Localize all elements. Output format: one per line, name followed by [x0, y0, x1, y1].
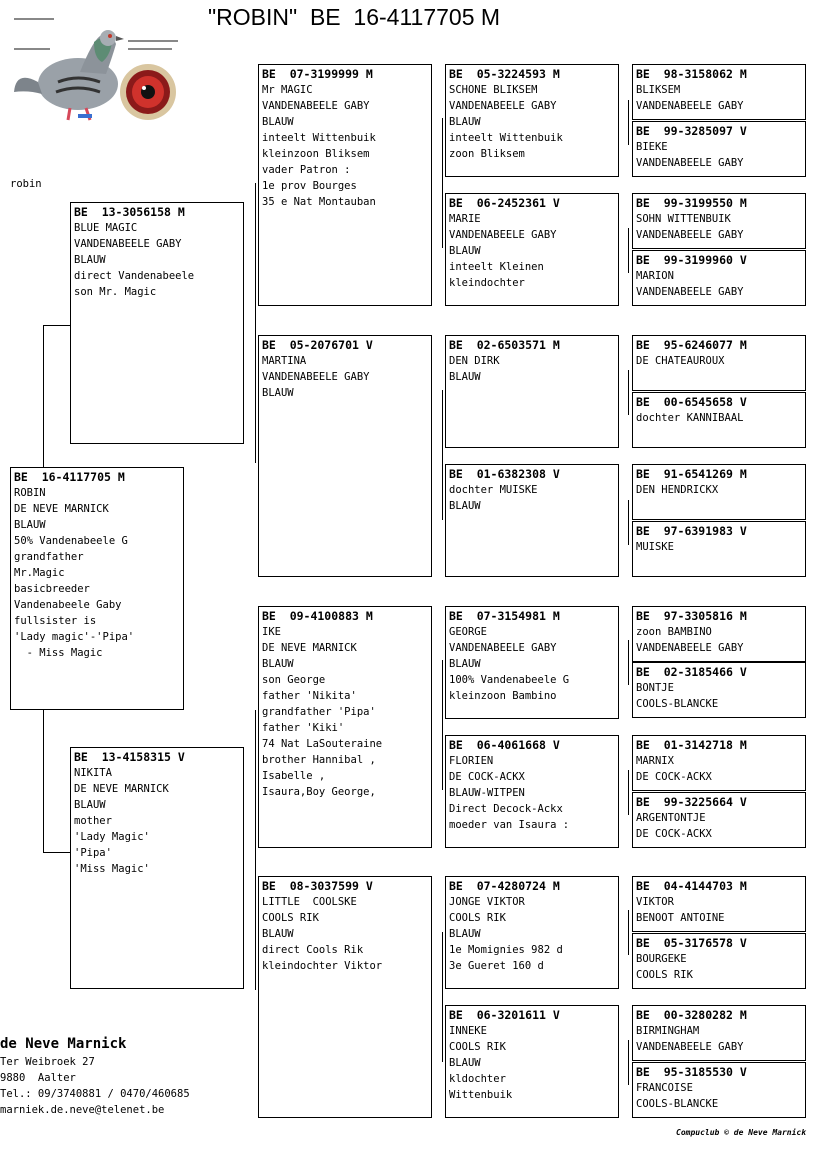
card-line: VANDENABEELE GABY — [262, 100, 370, 112]
card-line: kleindochter Viktor — [262, 960, 383, 972]
pigeon-card — [445, 876, 619, 989]
card-line: 1e Momignies 982 d — [449, 944, 563, 956]
card-line: DEN DIRK — [449, 355, 500, 367]
owner-name: de Neve Marnick — [0, 1036, 127, 1052]
connector — [43, 709, 44, 852]
card-line: VANDENABEELE GABY — [74, 238, 182, 250]
pigeon-card — [445, 735, 619, 848]
card-line: inteelt Wittenbuik — [449, 132, 563, 144]
card-line: inteelt Kleinen — [449, 261, 544, 273]
card-line: kldochter — [449, 1073, 506, 1085]
pigeon-photo — [8, 12, 193, 130]
card-line: Isaura,Boy George, — [262, 786, 376, 798]
ring-number: BE 01-3142718 M — [636, 738, 747, 752]
card-line: vader Patron : — [262, 164, 351, 176]
card-line: MARTINA — [262, 355, 307, 367]
connector — [43, 852, 71, 853]
card-line: VANDENABEELE GABY — [449, 100, 557, 112]
ring-number: BE 98-3158062 M — [636, 67, 747, 81]
card-line: DE COCK-ACKX — [636, 771, 712, 783]
card-line: son George — [262, 674, 326, 686]
card-line: VANDENABEELE GABY — [636, 286, 744, 298]
card-line: grandfather — [14, 551, 84, 563]
card-line: direct Vandenabeele — [74, 270, 195, 282]
card-line: fullsister is — [14, 615, 97, 627]
pigeon-card — [632, 1062, 806, 1118]
card-line: ROBIN — [14, 487, 46, 499]
card-line: 3e Gueret 160 d — [449, 960, 544, 972]
card-line: BLAUW — [262, 116, 294, 128]
pigeon-card — [632, 335, 806, 391]
card-line: moeder van Isaura : — [449, 819, 570, 831]
pigeon-card — [632, 606, 806, 662]
card-line: BLAUW — [449, 1057, 481, 1069]
ring-number: BE 99-3225664 V — [636, 795, 747, 809]
ring-number: BE 06-3201611 V — [449, 1008, 560, 1022]
ring-number: BE 99-3285097 V — [636, 124, 747, 138]
card-line: INNEKE — [449, 1025, 487, 1037]
card-line: LITTLE COOLSKE — [262, 896, 357, 908]
card-line: DE COCK-ACKX — [636, 828, 712, 840]
card-line: VANDENABEELE GABY — [636, 229, 744, 241]
ring-number: BE 06-4061668 V — [449, 738, 560, 752]
ring-number: BE 00-6545658 V — [636, 395, 747, 409]
pigeon-card — [445, 193, 619, 306]
owner-city: 9880 Aalter — [0, 1072, 76, 1084]
card-line: 'Lady magic'-'Pipa' — [14, 631, 135, 643]
pigeon-card — [632, 250, 806, 306]
card-line: BOURGEKE — [636, 953, 687, 965]
card-line: COOLS RIK — [636, 969, 693, 981]
card-line: 1e prov Bourges — [262, 180, 357, 192]
card-line: VANDENABEELE GABY — [636, 642, 744, 654]
connector — [442, 390, 443, 520]
pigeon-card — [632, 1005, 806, 1061]
pigeon-card — [258, 606, 432, 848]
card-line: Vandenabeele Gaby — [14, 599, 122, 611]
card-line: Isabelle , — [262, 770, 326, 782]
card-line: FRANCOISE — [636, 1082, 693, 1094]
card-line: BLAUW — [449, 500, 481, 512]
pigeon-card — [632, 933, 806, 989]
card-line: DE CHATEAUROUX — [636, 355, 725, 367]
ring-number: BE 09-4100883 M — [262, 609, 373, 623]
card-line: kleindochter — [449, 277, 525, 289]
pigeon-card — [445, 1005, 619, 1118]
card-line: BLUE MAGIC — [74, 222, 138, 234]
card-line: VIKTOR — [636, 896, 674, 908]
card-line: BLIKSEM — [636, 84, 681, 96]
pigeon-card — [70, 202, 244, 444]
card-line: basicbreeder — [14, 583, 90, 595]
card-line: VANDENABEELE GABY — [262, 371, 370, 383]
ring-number: BE 97-3305816 M — [636, 609, 747, 623]
card-line: COOLS RIK — [449, 1041, 506, 1053]
card-line: MARIE — [449, 213, 481, 225]
connector — [628, 1040, 629, 1085]
card-line: Wittenbuik — [449, 1089, 513, 1101]
card-line: kleinzoon Bambino — [449, 690, 557, 702]
pigeon-card — [632, 64, 806, 120]
pigeon-card — [445, 64, 619, 177]
card-line: dochter KANNIBAAL — [636, 412, 744, 424]
pigeon-card — [632, 464, 806, 520]
card-line: COOLS RIK — [449, 912, 506, 924]
card-line: DE NEVE MARNICK — [74, 783, 169, 795]
pigeon-card — [632, 193, 806, 249]
card-line: kleinzoon Bliksem — [262, 148, 370, 160]
card-line: COOLS RIK — [262, 912, 319, 924]
ring-number: BE 16-4117705 M — [14, 470, 125, 484]
owner-address: Ter Weibroek 27 — [0, 1056, 95, 1068]
connector — [255, 183, 256, 463]
pigeon-card — [70, 747, 244, 989]
ring-number: BE 07-3199999 M — [262, 67, 373, 81]
ring-number: BE 07-3154981 M — [449, 609, 560, 623]
card-line: IKE — [262, 626, 281, 638]
card-line: DE COCK-ACKX — [449, 771, 525, 783]
pigeon-card — [258, 64, 432, 306]
footer-credit: Compuclub © de Neve Marnick — [676, 1128, 807, 1137]
card-line: BLAUW — [262, 928, 294, 940]
pigeon-card — [445, 335, 619, 448]
ring-number: BE 05-2076701 V — [262, 338, 373, 352]
card-line: BIRMINGHAM — [636, 1025, 700, 1037]
card-line: 'Pipa' — [74, 847, 112, 859]
card-line: brother Hannibal , — [262, 754, 376, 766]
card-line: Direct Decock-Ackx — [449, 803, 563, 815]
connector — [628, 100, 629, 145]
card-line: MARNIX — [636, 755, 674, 767]
card-line: direct Cools Rik — [262, 944, 364, 956]
card-line: SCHONE BLIKSEM — [449, 84, 538, 96]
ring-number: BE 99-3199550 M — [636, 196, 747, 210]
card-line: NIKITA — [74, 767, 112, 779]
card-line: zoon BAMBINO — [636, 626, 712, 638]
card-line: 100% Vandenabeele G — [449, 674, 570, 686]
owner-phone: Tel.: 09/3740881 / 0470/460685 — [0, 1088, 190, 1100]
pigeon-card — [632, 662, 806, 718]
card-line: COOLS-BLANCKE — [636, 698, 719, 710]
card-line: VANDENABEELE GABY — [636, 157, 744, 169]
card-line: 50% Vandenabeele G — [14, 535, 128, 547]
pigeon-card — [632, 876, 806, 932]
eye-icon — [120, 64, 176, 120]
card-line: BENOOT ANTOINE — [636, 912, 725, 924]
card-line: son Mr. Magic — [74, 286, 157, 298]
card-line: BLAUW — [449, 658, 481, 670]
card-line: - Miss Magic — [14, 647, 103, 659]
ring-number: BE 05-3176578 V — [636, 936, 747, 950]
connector — [628, 770, 629, 815]
pigeon-card — [632, 121, 806, 177]
connector — [628, 370, 629, 415]
card-line: DEN HENDRICKX — [636, 484, 719, 496]
card-line: 'Lady Magic' — [74, 831, 150, 843]
card-line: BLAUW — [449, 116, 481, 128]
card-line: VANDENABEELE GABY — [636, 1041, 744, 1053]
connector — [43, 325, 44, 468]
ring-number: BE 07-4280724 M — [449, 879, 560, 893]
pigeon-card — [258, 335, 432, 577]
ring-number: BE 04-4144703 M — [636, 879, 747, 893]
pigeon-card — [632, 521, 806, 577]
card-line: dochter MUISKE — [449, 484, 538, 496]
card-line: BLAUW — [262, 387, 294, 399]
ring-number: BE 13-4158315 V — [74, 750, 185, 764]
card-line: DE NEVE MARNICK — [262, 642, 357, 654]
connector — [628, 910, 629, 955]
ring-number: BE 02-3185466 V — [636, 665, 747, 679]
pigeon-card — [445, 606, 619, 719]
card-line: ARGENTONTJE — [636, 812, 706, 824]
connector — [628, 500, 629, 545]
pigeon-card — [632, 792, 806, 848]
card-line: FLORIEN — [449, 755, 494, 767]
card-line: father 'Nikita' — [262, 690, 357, 702]
card-line: Mr MAGIC — [262, 84, 313, 96]
connector — [442, 660, 443, 790]
ring-number: BE 05-3224593 M — [449, 67, 560, 81]
connector — [628, 228, 629, 273]
ring-number: BE 95-3185530 V — [636, 1065, 747, 1079]
card-line: 35 e Nat Montauban — [262, 196, 376, 208]
owner-email: marniek.de.neve@telenet.be — [0, 1104, 165, 1116]
connector — [43, 325, 71, 326]
ring-number: BE 02-6503571 M — [449, 338, 560, 352]
card-line: grandfather 'Pipa' — [262, 706, 376, 718]
card-line: Mr.Magic — [14, 567, 65, 579]
card-line: BONTJE — [636, 682, 674, 694]
card-line: BLAUW — [449, 245, 481, 257]
ring-number: BE 99-3199960 V — [636, 253, 747, 267]
card-line: SOHN WITTENBUIK — [636, 213, 731, 225]
card-line: BLAUW — [449, 371, 481, 383]
pigeon-card — [258, 876, 432, 1118]
connector — [628, 640, 629, 685]
card-line: VANDENABEELE GABY — [636, 100, 744, 112]
card-line: mother — [74, 815, 112, 827]
ring-number: BE 13-3056158 M — [74, 205, 185, 219]
pigeon-card — [632, 392, 806, 448]
card-line: DE NEVE MARNICK — [14, 503, 109, 515]
ring-number: BE 00-3280282 M — [636, 1008, 747, 1022]
pigeon-card — [445, 464, 619, 577]
card-line: 74 Nat LaSouteraine — [262, 738, 383, 750]
card-line: zoon Bliksem — [449, 148, 525, 160]
pigeon-card — [632, 735, 806, 791]
ring-number: BE 95-6246077 M — [636, 338, 747, 352]
card-line: BLAUW-WITPEN — [449, 787, 525, 799]
card-line: GEORGE — [449, 626, 487, 638]
card-line: COOLS-BLANCKE — [636, 1098, 719, 1110]
ring-number: BE 06-2452361 V — [449, 196, 560, 210]
card-line: BIEKE — [636, 141, 668, 153]
connector — [255, 710, 256, 990]
card-line: BLAUW — [14, 519, 46, 531]
ring-number: BE 91-6541269 M — [636, 467, 747, 481]
card-line: BLAUW — [74, 799, 106, 811]
card-line: father 'Kiki' — [262, 722, 345, 734]
pigeon-icon — [14, 30, 124, 120]
connector — [442, 118, 443, 248]
ring-number: BE 97-6391983 V — [636, 524, 747, 538]
ring-number: BE 08-3037599 V — [262, 879, 373, 893]
card-line: MARION — [636, 270, 674, 282]
card-line: MUISKE — [636, 541, 674, 553]
card-line: inteelt Wittenbuik — [262, 132, 376, 144]
subject-label: robin — [10, 178, 42, 190]
ring-number: BE 01-6382308 V — [449, 467, 560, 481]
pigeon-card — [10, 467, 184, 710]
card-line: BLAUW — [262, 658, 294, 670]
card-line: VANDENABEELE GABY — [449, 642, 557, 654]
card-line: 'Miss Magic' — [74, 863, 150, 875]
connector — [442, 932, 443, 1062]
card-line: BLAUW — [74, 254, 106, 266]
owner-block — [0, 1034, 190, 1118]
card-line: VANDENABEELE GABY — [449, 229, 557, 241]
pedigree-title: "ROBIN" BE 16-4117705 M — [208, 4, 501, 30]
card-line: BLAUW — [449, 928, 481, 940]
card-line: JONGE VIKTOR — [449, 896, 525, 908]
